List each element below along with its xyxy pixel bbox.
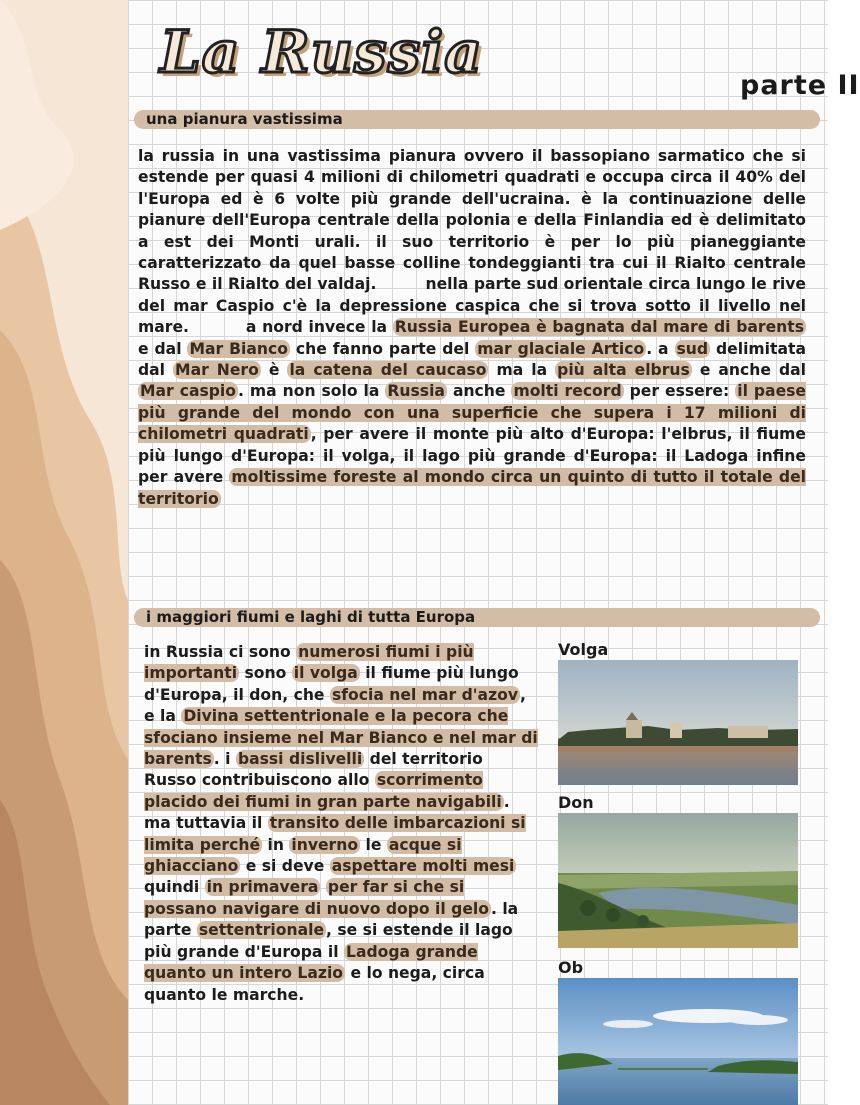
intro-text: . ma non solo la (237, 382, 380, 401)
rivers-text: e si deve (245, 857, 325, 876)
title-subtitle: parte II (740, 70, 860, 101)
highlight: bassi dislivelli (237, 750, 363, 769)
intro-text: e dal (138, 339, 182, 358)
intro-text: , per avere il monte più alto d'Europa: l'elbrus, il fiume più lungo d'Europa: il volga, il lago più grande d'Europa: il Ladoga (138, 425, 806, 465)
highlight: più alta elbrus (557, 361, 690, 380)
rivers-text: il fiume più lungo d'Europa, il don, che (144, 664, 519, 704)
section-heading-fiumi: i maggiori fiumi e laghi di tutta Europa (134, 608, 820, 627)
highlight: Mar caspio (140, 382, 236, 401)
rivers-text: in (267, 835, 284, 854)
highlight: per far si che si possano navigare di nuovo dopo il gelo (144, 878, 489, 918)
highlight: Russia (387, 382, 445, 401)
highlight: inverno (291, 835, 359, 854)
section-heading-pianura: una pianura vastissima (134, 110, 820, 129)
rivers-text: . la parte (144, 899, 519, 940)
highlight: acque si ghiacciano (144, 835, 462, 876)
intro-text: delimitata dal (138, 339, 806, 380)
highlight: sud (676, 339, 709, 358)
decorative-waves (0, 0, 128, 1105)
highlight: Ladoga grande quanto un intero Lazio (144, 942, 478, 983)
highlight: settentrionale (198, 921, 325, 940)
highlight: Russia Europea è bagnata dal mare di barents (394, 318, 804, 337)
photo-caption: Volga (558, 640, 609, 659)
highlight: Mar Bianco (189, 339, 288, 358)
highlight: mar glaciale Artico (477, 339, 645, 358)
rivers-text: in Russia ci sono (144, 643, 291, 661)
intro-text: anche (452, 382, 506, 401)
title-main: La Russia (160, 18, 483, 86)
highlight: numerosi fiumi i più importanti (144, 643, 474, 683)
photo-don (558, 793, 798, 948)
river-volga-photo (558, 660, 798, 785)
intro-text: ma la (496, 361, 548, 380)
highlight: molti record (513, 382, 622, 401)
highlight: in primavera (206, 878, 319, 897)
intro-text: infine per avere (138, 446, 806, 487)
rivers-text: quindi (144, 878, 200, 897)
highlight: moltissime foreste al mondo circa un quinto di tutto il totale del territorio (138, 468, 807, 508)
highlight: Divina settentrionale e la pecora che sfociano insieme nel Mar Bianco e nel mar di barents (144, 707, 538, 769)
highlight: il volga (293, 664, 358, 683)
rivers-text: . ma tuttavia il (144, 792, 510, 833)
river-ob-photo (558, 978, 798, 1105)
rivers-text: . i (213, 750, 231, 769)
intro-paragraph (138, 146, 806, 510)
photo-caption: Ob (558, 958, 584, 977)
photo-caption: Don (558, 793, 594, 812)
highlight: transito delle imbarcazioni si limita perché (144, 814, 526, 854)
highlight: sfocia nel mar d'azov (331, 685, 519, 704)
highlight: il paese più grande del mondo con una superficie che supera i 17 milioni di chilometri quadrati (138, 382, 807, 444)
intro-text: e anche dal (699, 361, 806, 380)
rivers-paragraph (144, 642, 540, 1006)
highlight: la catena del caucaso (289, 361, 487, 380)
photo-volga (558, 640, 798, 785)
intro-text: . a (646, 339, 669, 358)
rivers-text: del territorio Russo contribuiscono allo (144, 750, 483, 790)
rivers-text: le (365, 835, 382, 854)
highlight: scorrimento placido dei fiumi in gran parte navigabili (144, 771, 502, 811)
river-don-photo (558, 813, 798, 948)
intro-text: per essere: (629, 382, 730, 401)
rivers-text: , e la (144, 685, 526, 726)
intro-text: che fanno parte del (295, 339, 470, 358)
intro-text: la russia in una vastissima pianura ovvero il bassopiano sarmatico che si estende per quasi 4 milioni di chilometri quadrati e occupa circa il 40% del l'Europa ed è 6 volte più grande dell'ucraina. è la continuazione delle pianure dell'Europa centrale della polonia e della Finlandia ed è delimitato a est dei Monti urali. il suo territorio è per lo più pianeggiante caratterizzato da quel basse colline tondeggianti tra cui il Rialto centrale Russo e il Rialto del valdaj. (138, 147, 806, 294)
rivers-text: e lo nega, circa quanto le marche. (144, 964, 485, 1004)
photo-ob (558, 958, 798, 1105)
intro-text: è (268, 361, 280, 380)
highlight: Mar Nero (175, 361, 259, 380)
intro-text: a nord invece la (245, 318, 388, 337)
rivers-text: , se si estende il lago più grande d'Europa il (144, 921, 513, 961)
highlight: aspettare molti mesi (331, 857, 515, 876)
intro-text: nella parte sud orientale circa lungo le rive del mar Caspio c'è la depressione caspica che si trova sotto il livello nel mare. (138, 275, 806, 337)
rivers-text: sono (244, 664, 287, 683)
